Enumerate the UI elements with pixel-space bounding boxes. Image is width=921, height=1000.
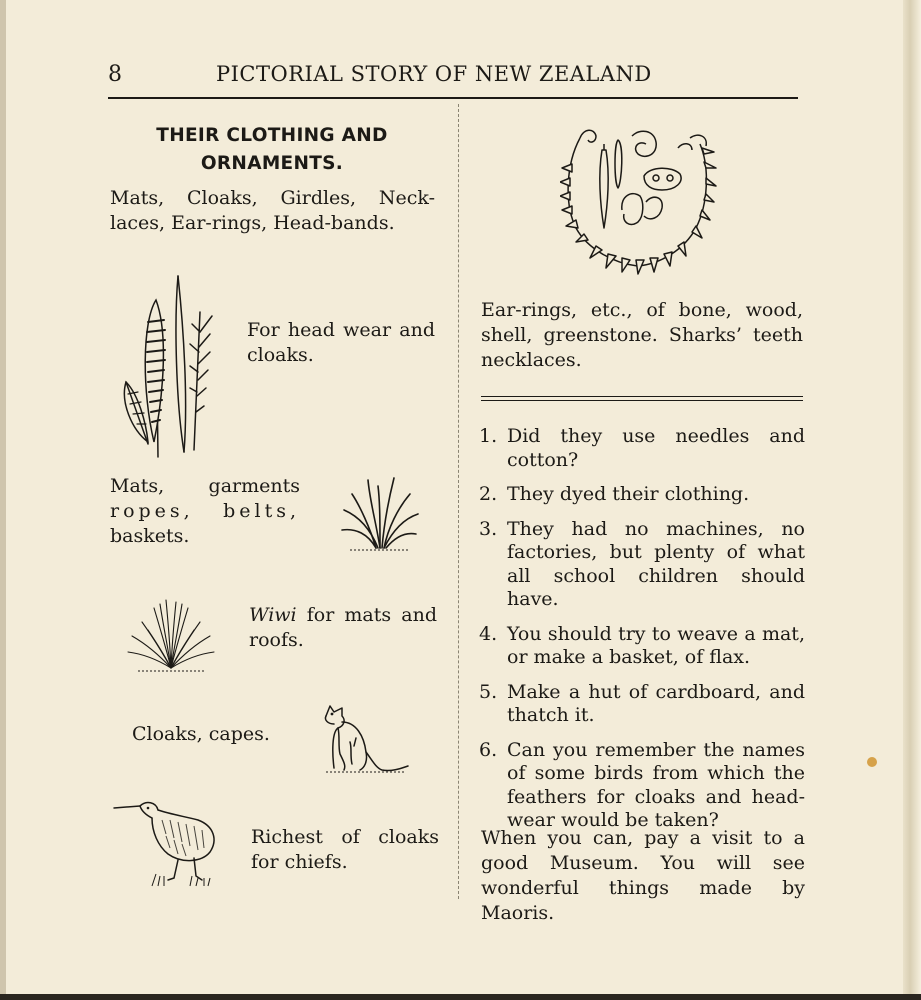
caption-wiwi-word: Wiwi (249, 604, 297, 626)
caption-richest: Richest of cloaks for chiefs. (251, 826, 439, 873)
heading-line-2: ORNAMENTS. (200, 153, 344, 174)
question-item (479, 623, 805, 670)
question-text: Did they use needles and cotton? (507, 425, 805, 471)
page-number: 8 (108, 62, 122, 87)
caption-mats-line-2: ropes, belts, (110, 500, 300, 522)
question-number: 4. (479, 622, 498, 645)
caption-mats (110, 474, 300, 549)
double-rule-divider (481, 396, 803, 401)
wiwi-grass-illustration (126, 596, 216, 676)
caption-wiwi-rest: for mats and roofs. (249, 604, 437, 651)
margin-spot (867, 757, 877, 767)
question-text: Make a hut of cardboard, and thatch it. (507, 680, 805, 726)
question-number: 2. (479, 483, 498, 505)
dog-illustration (320, 702, 412, 776)
section-heading (112, 122, 432, 178)
question-text: They had no machines, no factories, but plenty of what all school children should have. (507, 517, 805, 610)
question-text: You should try to weave a mat, or make a basket, of flax. (507, 622, 805, 668)
heading-line-1: THEIR CLOTHING AND (156, 125, 388, 146)
question-number: 5. (479, 680, 498, 703)
page-edge (903, 0, 921, 1000)
question-item (479, 483, 805, 507)
question-item (479, 739, 805, 833)
caption-wiwi (249, 603, 437, 653)
column-divider (458, 104, 459, 899)
caption-mats-line-1: Mats, garments (110, 475, 300, 497)
question-item (479, 518, 805, 612)
question-number: 1. (479, 425, 498, 447)
question-text: They dyed their clothing. (507, 483, 750, 505)
header-rule (108, 97, 798, 99)
question-number: 6. (479, 738, 498, 761)
kiwi-bird-illustration (112, 796, 224, 890)
caption-mats-line-3: baskets. (110, 525, 190, 547)
running-title: PICTORIAL STORY OF NEW ZEALAND (216, 62, 652, 86)
question-item (479, 681, 805, 728)
page-spine (0, 0, 6, 1000)
flax-plant-illustration (340, 472, 420, 554)
ornaments-text: Ear-rings, etc., of bone, wood, shell, greenstone. Sharks’ teeth necklaces. (481, 299, 803, 371)
questions-list (479, 425, 805, 844)
museum-text: When you can, pay a visit to a good Museum. You will see wonderful things made by Maoris. (481, 827, 805, 924)
question-number: 3. (479, 517, 498, 540)
feathers-illustration (118, 272, 218, 460)
caption-cloaks: Cloaks, capes. (132, 723, 270, 745)
intro-text: Mats, Cloaks, Girdles, Neck-laces, Ear-rings, Head-bands. (110, 187, 435, 234)
caption-headwear: For head wear and cloaks. (247, 319, 435, 366)
running-header (108, 62, 800, 92)
page-bottom-edge (0, 994, 921, 1000)
question-text: Can you remember the names of some birds from which the feathers for cloaks and head-wear would be taken? (507, 738, 805, 831)
ornaments-necklace-illustration (560, 124, 718, 276)
question-item (479, 425, 805, 472)
